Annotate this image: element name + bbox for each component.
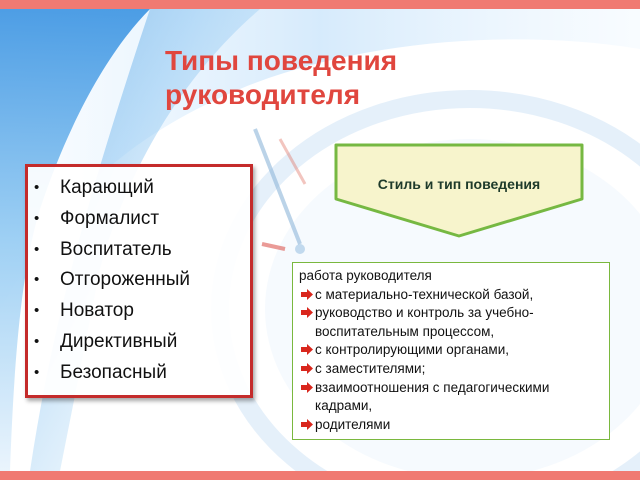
manager-duties-box: [292, 262, 610, 440]
behavior-type-item: [28, 265, 250, 296]
bullet-icon: •: [34, 209, 40, 227]
behavior-type-item: [28, 358, 250, 389]
duty-label: родителями: [315, 416, 391, 432]
slide-title-line-1: Типы поведения: [165, 45, 398, 76]
behavior-type-item: [28, 235, 250, 266]
behavior-type-label: Директивный: [60, 330, 178, 352]
bullet-icon: •: [34, 363, 40, 381]
red-arrow-icon: [301, 289, 313, 300]
duty-item: [299, 379, 603, 416]
duty-item: [299, 286, 603, 305]
red-arrow-icon: [301, 363, 313, 374]
bottom-accent-bar: [0, 471, 640, 480]
behavior-type-label: Безопасный: [60, 361, 167, 383]
duty-item: [299, 416, 603, 435]
duty-item: [299, 360, 603, 379]
behavior-type-item: [28, 327, 250, 358]
slide-title: [165, 44, 495, 112]
behavior-type-item: [28, 296, 250, 327]
red-arrow-icon: [301, 344, 313, 355]
slide-title-line-2: руководителя: [165, 79, 361, 110]
behavior-type-item: [28, 173, 250, 204]
red-arrow-icon: [301, 382, 313, 393]
bullet-icon: •: [34, 302, 40, 320]
duty-label: с контролирующими органами,: [315, 342, 509, 358]
duty-item: [299, 304, 603, 341]
bullet-icon: •: [34, 240, 40, 258]
duties-list: [299, 286, 603, 435]
red-arrow-icon: [301, 419, 313, 430]
bullet-icon: •: [34, 332, 40, 350]
red-arrow-icon: [301, 307, 313, 318]
style-label: Стиль и тип поведения: [377, 176, 541, 192]
duty-label: с заместителями;: [315, 360, 426, 376]
behavior-type-label: Формалист: [60, 207, 160, 229]
behavior-type-label: Карающий: [60, 177, 154, 198]
behavior-type-label: Воспитатель: [60, 238, 172, 260]
duties-header: работа руководителя: [299, 268, 432, 283]
top-accent-bar: [0, 0, 640, 9]
behavior-types-box: [25, 164, 253, 398]
behavior-type-label: Новатор: [60, 300, 134, 322]
duty-item: [299, 341, 603, 360]
behavior-type-item: [28, 204, 250, 235]
behavior-types-list: [28, 167, 250, 389]
bullet-icon: •: [34, 271, 40, 289]
duty-label: с материально-технической базой,: [315, 286, 534, 302]
duty-label: руководство и контроль за учебно-воспитательным процессом,: [315, 305, 534, 339]
behavior-type-label: Отгороженный: [60, 269, 191, 291]
bullet-icon: •: [34, 179, 40, 196]
duty-label: взаимоотношения с педагогическими кадрами,: [315, 379, 550, 414]
